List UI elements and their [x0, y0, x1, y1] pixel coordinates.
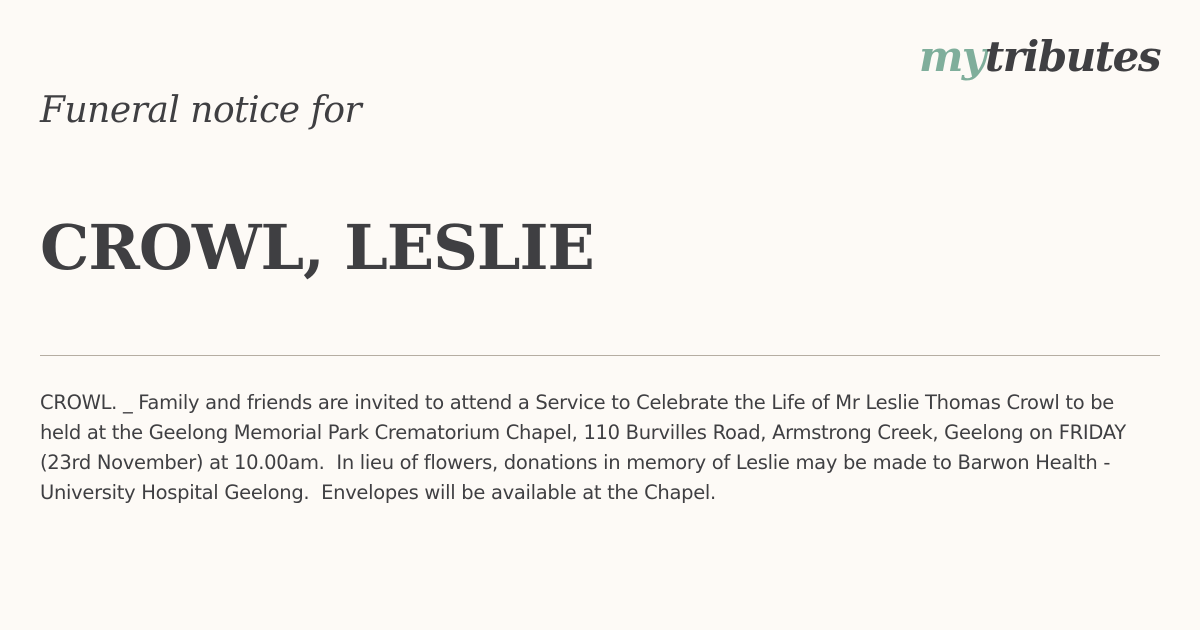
deceased-name: CROWL, LESLIE — [40, 211, 594, 284]
logo-tributes: tributes — [984, 32, 1160, 81]
mytributes-logo[interactable] — [918, 32, 1160, 81]
notice-text: CROWL. _ Family and friends are invited to attend a Service to Celebrate the Life of Mr Leslie Thomas Crowl to be held at the Geelong Memorial Park Crematorium Chapel, 110 Burvilles Road, Armstrong Creek, Geelong on FRIDAY (23rd November) at 10.00am. In lieu of flowers, donations in memory of Leslie may be made to Barwon Health - University Hospital Geelong. Envelopes will be available at the Chapel. — [40, 391, 1132, 504]
logo-my: my — [918, 32, 985, 81]
divider — [40, 355, 1160, 356]
notice-heading: Funeral notice for — [40, 90, 362, 131]
